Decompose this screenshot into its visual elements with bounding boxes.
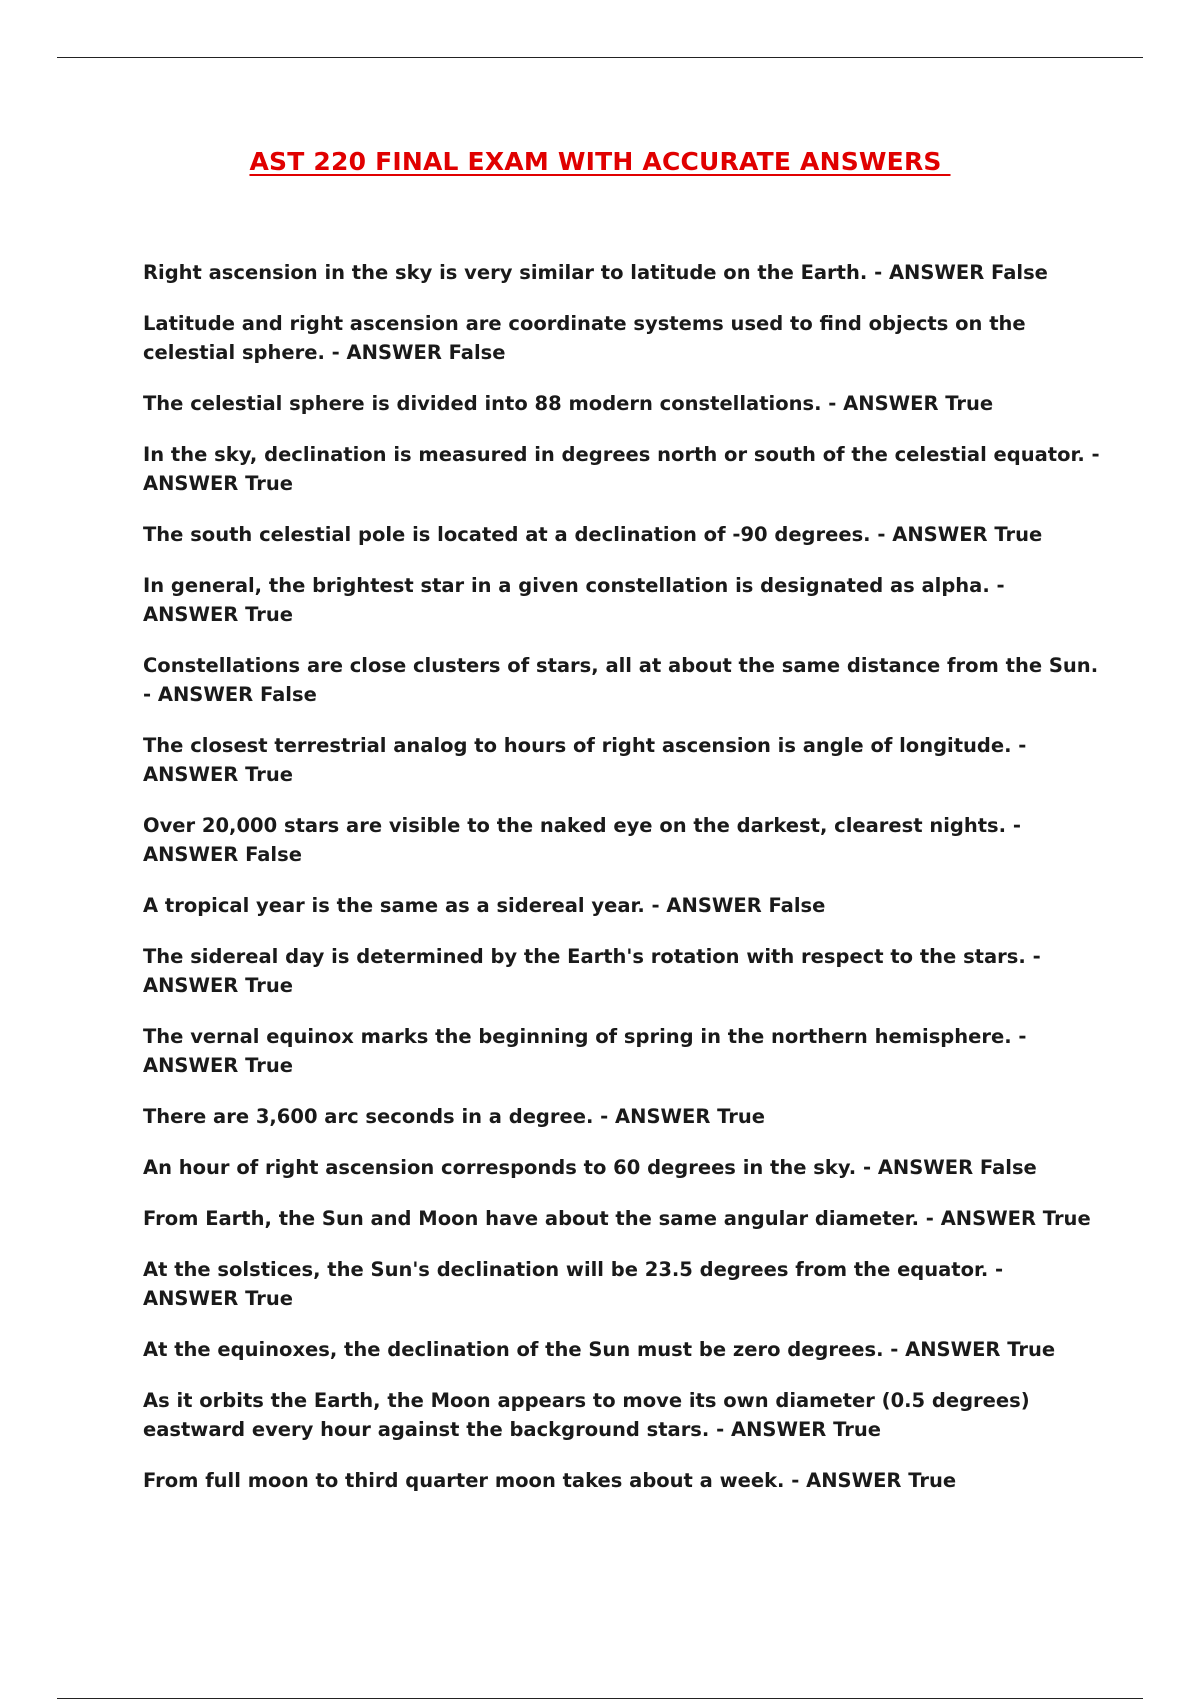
qa-item-7: Constellations are close clusters of stars, all at about the same distance from the Sun. - ANSWER False (143, 654, 1099, 706)
qa-item-13: There are 3,600 arc seconds in a degree. - ANSWER True (143, 1105, 766, 1128)
qa-item-17: At the equinoxes, the declination of the Sun must be zero degrees. - ANSWER True (143, 1338, 1056, 1361)
qa-item-14: An hour of right ascension corresponds to 60 degrees in the sky. - ANSWER False (143, 1156, 1037, 1179)
qa-item-18: As it orbits the Earth, the Moon appears to move its own diameter (0.5 degrees) eastward every hour against the background stars. - ANSWER True (143, 1389, 1030, 1441)
qa-item-2: Latitude and right ascension are coordinate systems used to find objects on the celestial sphere. - ANSWER False (143, 312, 1026, 364)
qa-item-1: Right ascension in the sky is very similar to latitude on the Earth. - ANSWER False (143, 261, 1048, 284)
bottom-rule (57, 1698, 1143, 1699)
top-rule (57, 57, 1143, 58)
qa-item-10: A tropical year is the same as a sidereal year. - ANSWER False (143, 894, 826, 917)
qa-item-19: From full moon to third quarter moon takes about a week. - ANSWER True (143, 1469, 957, 1492)
qa-item-4: In the sky, declination is measured in degrees north or south of the celestial equator. - ANSWER True (143, 443, 1100, 495)
qa-item-3: The celestial sphere is divided into 88 modern constellations. - ANSWER True (143, 392, 994, 415)
page-title-text: AST 220 FINAL EXAM WITH ACCURATE ANSWERS (249, 147, 951, 176)
qa-item-11: The sidereal day is determined by the Earth's rotation with respect to the stars. - ANSWER True (143, 945, 1041, 997)
qa-item-16: At the solstices, the Sun's declination will be 23.5 degrees from the equator. - ANSWER True (143, 1258, 1004, 1310)
qa-item-8: The closest terrestrial analog to hours of right ascension is angle of longitude. - ANSWER True (143, 734, 1027, 786)
page-title (0, 147, 1200, 176)
qa-item-6: In general, the brightest star in a given constellation is designated as alpha. - ANSWER True (143, 574, 1005, 626)
qa-item-15: From Earth, the Sun and Moon have about the same angular diameter. - ANSWER True (143, 1207, 1091, 1230)
qa-item-12: The vernal equinox marks the beginning of spring in the northern hemisphere. - ANSWER True (143, 1025, 1027, 1077)
qa-item-5: The south celestial pole is located at a declination of -90 degrees. - ANSWER True (143, 523, 1043, 546)
qa-item-9: Over 20,000 stars are visible to the naked eye on the darkest, clearest nights. - ANSWER False (143, 814, 1021, 866)
qa-list (143, 258, 1103, 1517)
